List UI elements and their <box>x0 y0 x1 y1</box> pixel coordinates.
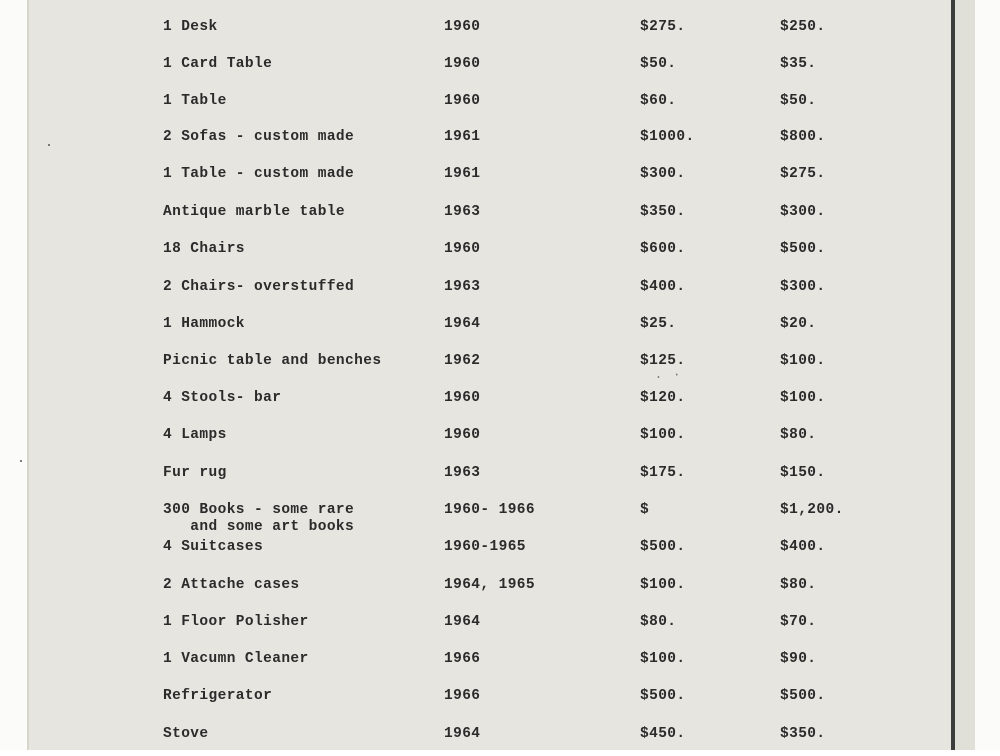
year-cell: 1960 <box>444 427 481 443</box>
value-cell: $250. <box>780 19 826 35</box>
value-cell: $150. <box>780 465 826 481</box>
cost-cell: $ <box>640 502 650 518</box>
cost-cell: $100. <box>640 577 686 593</box>
cost-cell: $275. <box>640 19 686 35</box>
item-cell: Antique marble table <box>163 204 346 220</box>
cost-cell: $400. <box>640 279 686 295</box>
item-cell: 2 Sofas - custom made <box>163 129 355 145</box>
value-cell: $90. <box>780 651 817 667</box>
value-cell: $20. <box>780 316 817 332</box>
cost-cell: $50. <box>640 56 677 72</box>
cost-cell: $100. <box>640 651 686 667</box>
table-row <box>0 502 1000 535</box>
cost-cell: $80. <box>640 614 677 630</box>
item-cell: 4 Stools- bar <box>163 390 282 406</box>
year-cell: 1960 <box>444 390 481 406</box>
item-cell: 2 Attache cases <box>163 577 300 593</box>
item-cell: Refrigerator <box>163 688 273 704</box>
value-cell: $400. <box>780 539 826 555</box>
year-cell: 1961 <box>444 166 481 182</box>
ink-smudge: · · <box>653 367 684 385</box>
cost-cell: $300. <box>640 166 686 182</box>
year-cell: 1964 <box>444 726 481 742</box>
table-row <box>0 241 1000 271</box>
item-cell: 1 Vacumn Cleaner <box>163 651 309 667</box>
item-cell: 1 Card Table <box>163 56 273 72</box>
value-cell: $100. <box>780 390 826 406</box>
value-cell: $500. <box>780 241 826 257</box>
value-cell: $300. <box>780 204 826 220</box>
value-cell: $800. <box>780 129 826 145</box>
table-row <box>0 316 1000 346</box>
cost-cell: $500. <box>640 688 686 704</box>
table-row <box>0 353 1000 383</box>
speck <box>20 460 22 462</box>
cost-cell: $120. <box>640 390 686 406</box>
year-cell: 1964 <box>444 316 481 332</box>
item-cell: Picnic table and benches <box>163 353 382 369</box>
item-cell: 1 Table - custom made <box>163 166 355 182</box>
value-cell: $80. <box>780 427 817 443</box>
table-row <box>0 651 1000 681</box>
cost-cell: $500. <box>640 539 686 555</box>
value-cell: $350. <box>780 726 826 742</box>
value-cell: $70. <box>780 614 817 630</box>
cost-cell: $600. <box>640 241 686 257</box>
cost-cell: $125. <box>640 353 686 369</box>
year-cell: 1962 <box>444 353 481 369</box>
table-row <box>0 465 1000 495</box>
item-cell: 1 Hammock <box>163 316 245 332</box>
table-row <box>0 390 1000 420</box>
year-cell: 1966 <box>444 651 481 667</box>
year-cell: 1963 <box>444 204 481 220</box>
year-cell: 1964, 1965 <box>444 577 536 593</box>
table-row <box>0 19 1000 49</box>
year-cell: 1963 <box>444 279 481 295</box>
table-row <box>0 688 1000 718</box>
value-cell: $1,200. <box>780 502 844 518</box>
year-cell: 1960 <box>444 19 481 35</box>
item-cell: 4 Lamps <box>163 427 227 443</box>
item-cell: 1 Desk <box>163 19 218 35</box>
value-cell: $100. <box>780 353 826 369</box>
year-cell: 1961 <box>444 129 481 145</box>
table-row <box>0 539 1000 569</box>
year-cell: 1960 <box>444 56 481 72</box>
table-row <box>0 129 1000 159</box>
value-cell: $300. <box>780 279 826 295</box>
item-cell: 1 Table <box>163 93 227 109</box>
table-row <box>0 726 1000 756</box>
item-cell: 4 Suitcases <box>163 539 264 555</box>
cost-cell: $25. <box>640 316 677 332</box>
value-cell: $50. <box>780 93 817 109</box>
cost-cell: $100. <box>640 427 686 443</box>
table-row <box>0 279 1000 309</box>
table-row <box>0 166 1000 196</box>
year-cell: 1960 <box>444 93 481 109</box>
year-cell: 1963 <box>444 465 481 481</box>
item-cell: 300 Books - some rare and some art books <box>163 502 355 535</box>
table-row <box>0 56 1000 86</box>
year-cell: 1964 <box>444 614 481 630</box>
speck <box>48 144 50 146</box>
value-cell: $80. <box>780 577 817 593</box>
item-cell: 1 Floor Polisher <box>163 614 309 630</box>
cost-cell: $60. <box>640 93 677 109</box>
item-cell: 18 Chairs <box>163 241 245 257</box>
value-cell: $500. <box>780 688 826 704</box>
year-cell: 1960 <box>444 241 481 257</box>
year-cell: 1960-1965 <box>444 539 526 555</box>
item-cell: 2 Chairs- overstuffed <box>163 279 355 295</box>
cost-cell: $1000. <box>640 129 695 145</box>
table-row <box>0 427 1000 457</box>
year-cell: 1960- 1966 <box>444 502 536 518</box>
year-cell: 1966 <box>444 688 481 704</box>
value-cell: $275. <box>780 166 826 182</box>
item-cell: Stove <box>163 726 209 742</box>
item-cell: Fur rug <box>163 465 227 481</box>
table-row <box>0 614 1000 644</box>
cost-cell: $350. <box>640 204 686 220</box>
table-row <box>0 577 1000 607</box>
cost-cell: $450. <box>640 726 686 742</box>
table-row <box>0 204 1000 234</box>
table-row <box>0 93 1000 123</box>
cost-cell: $175. <box>640 465 686 481</box>
value-cell: $35. <box>780 56 817 72</box>
